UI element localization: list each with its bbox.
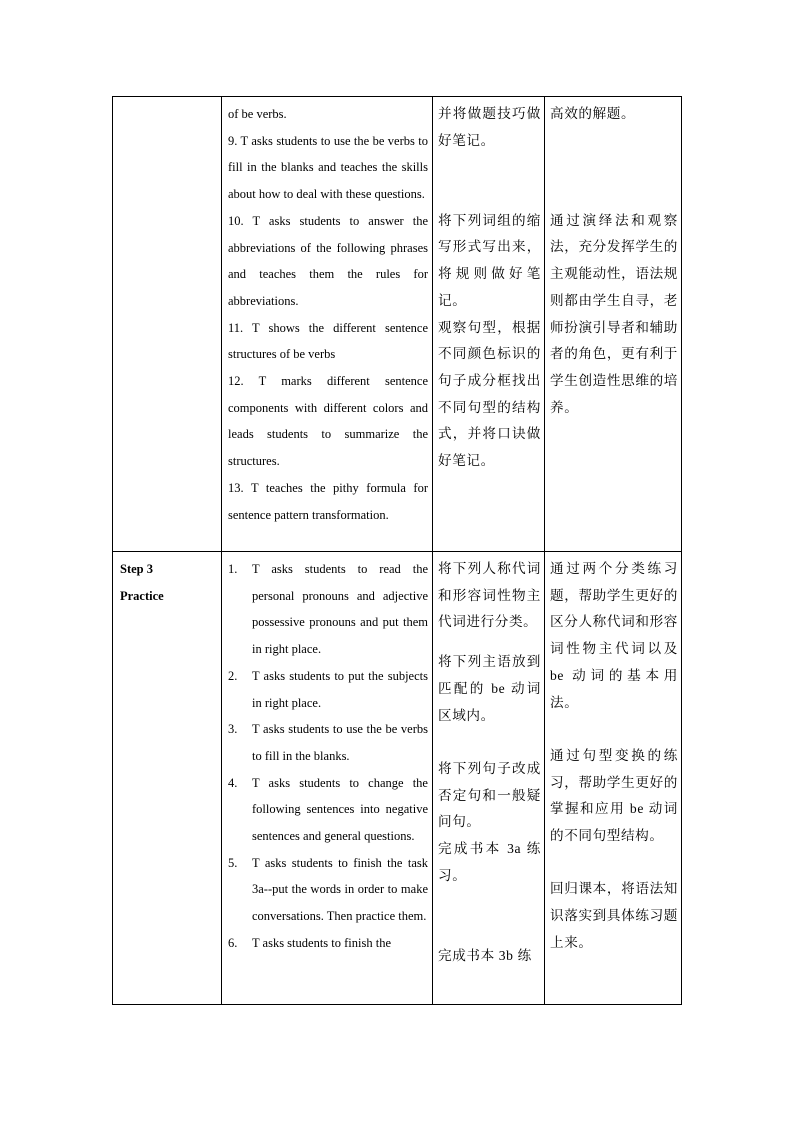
item-number: 1.: [228, 562, 238, 576]
list-item: [228, 770, 428, 850]
student-activity: 完成书本 3a 练习。: [438, 841, 541, 883]
purpose-cell: [545, 97, 682, 552]
activity-list: [228, 556, 428, 957]
purpose-cell: [545, 552, 682, 1005]
activity-line: 11. T shows the different sentence structures of be verbs: [228, 320, 428, 362]
item-text: T asks students to finish the task 3a--put the words in order to make conversations. Then practice them.: [252, 855, 428, 924]
activity-line: of be verbs.: [228, 107, 287, 121]
item-number: 2.: [228, 668, 238, 683]
student-activity: 并将做题技巧做好笔记。: [438, 106, 541, 148]
student-activity: 将下列人称代词和形容词性物主代词进行分类。: [438, 561, 541, 630]
step-name: Practice: [120, 588, 164, 603]
list-item: [228, 930, 428, 957]
item-text: T asks students to read the personal pronouns and adjective possessive pronouns and put them in right place.: [252, 562, 428, 657]
table-row: [113, 97, 682, 552]
teacher-activity-cell: [222, 552, 433, 1005]
table-row: [113, 552, 682, 1005]
student-activity: 将下列主语放到匹配的 be 动词区域内。: [438, 654, 541, 723]
purpose-text: 高效的解题。: [550, 106, 636, 121]
item-number: 6.: [228, 935, 238, 950]
student-activity: 将下列句子改成否定句和一般疑问句。: [438, 760, 541, 830]
list-item: [228, 556, 428, 663]
item-number: 4.: [228, 775, 238, 790]
list-item: [228, 663, 428, 716]
list-item: [228, 850, 428, 930]
step-cell: [113, 97, 222, 552]
student-activity: 完成书本 3b 练: [438, 947, 532, 963]
purpose-text: 通过两个分类练习题，帮助学生更好的区分人称代词和形容词性物主代词以及 be 动词的基本用法。: [550, 561, 678, 710]
item-number: 5.: [228, 855, 238, 870]
item-number: 3.: [228, 722, 238, 737]
step-cell: [113, 552, 222, 1005]
list-item: [228, 716, 428, 769]
activity-line: 10. T asks students to answer the abbreviations of the following phrases and teaches them the rules for abbreviations.: [228, 213, 428, 308]
purpose-text: 回归课本，将语法知识落实到具体练习题上来。: [550, 881, 678, 950]
student-activity: 将下列词组的缩写形式写出来，将规则做好笔记。: [438, 212, 541, 308]
purpose-text: 通过演绎法和观察法，充分发挥学生的主观能动性，语法规则都由学生自寻，老师扮演引导者和辅助者的角色，更有利于学生创造性思维的培养。: [550, 212, 678, 415]
purpose-text: 通过句型变换的练习，帮助学生更好的掌握和应用 be 动词的不同句型结构。: [550, 747, 678, 844]
step-title: Step 3: [120, 562, 153, 576]
student-activity-cell: [433, 552, 545, 1005]
item-text: T asks students to use the be verbs to fill in the blanks.: [252, 722, 428, 763]
student-activity: 观察句型，根据不同颜色标识的句子成分框找出不同句型的结构式，并将口诀做好笔记。: [438, 319, 541, 469]
item-text: T asks students to change the following sentences into negative sentences and general questions.: [252, 775, 428, 844]
teacher-activity-cell: [222, 97, 433, 552]
activity-line: 12. T marks different sentence components with different colors and leads students to summarize the structures.: [228, 374, 428, 469]
item-text: T asks students to put the subjects in right place.: [252, 668, 428, 710]
student-activity-cell: [433, 97, 545, 552]
activity-line: 13. T teaches the pithy formula for sentence pattern transformation.: [228, 480, 428, 522]
item-text: T asks students to finish the: [252, 935, 392, 950]
activity-line: 9. T asks students to use the be verbs to fill in the blanks and teaches the skills about how to deal with these questions.: [228, 133, 428, 202]
lesson-plan-table: [112, 96, 682, 1005]
